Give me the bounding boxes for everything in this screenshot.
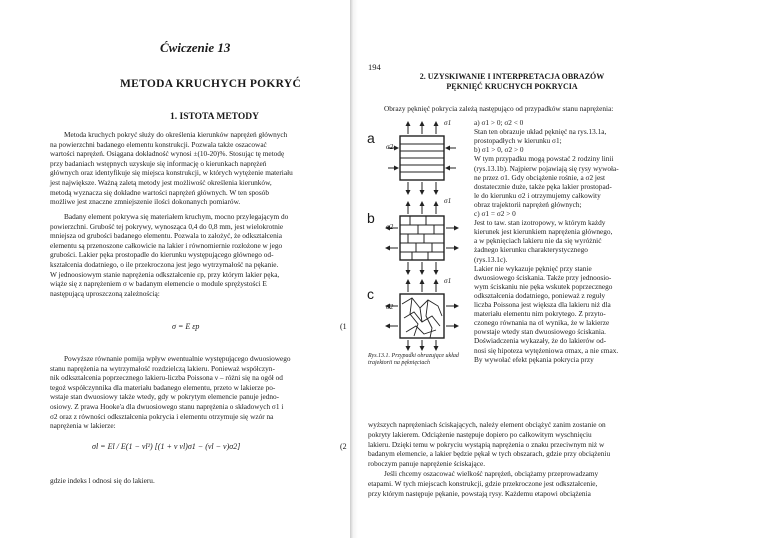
section-title-left: 1. ISTOTA METODY bbox=[170, 112, 259, 122]
text-line: Jest to taw. stan izotropowy, w którym każdy bbox=[474, 218, 606, 228]
text-line: kształcenia dodatniego, o ile przekroczona jest jego wytrzymałość na pękanie. bbox=[50, 260, 279, 269]
text-line: σ2 oraz z równości odkształcenia pokrycia i elementu otrzymuje się wzór na bbox=[50, 411, 274, 421]
text-line: lakieru. Dzięki temu w pokryciu wystąpią naprężenia o znaku przeciwnym niż w bbox=[368, 439, 605, 449]
figure-label-a: a bbox=[367, 130, 375, 146]
text-line: wstaje stan dwuosiowy także wtedy, gdy w pokrytym elemencie panuje jedno- bbox=[50, 392, 280, 402]
text-line: Stan ten obrazuje układ pęknięć na rys.13.1a, bbox=[474, 127, 607, 137]
text-line: powierzchni. Grubość tej pokrywy, wynosząca 0,4 do 0,8 mm, jest wielokrotnie bbox=[50, 221, 284, 231]
sigma2-label-a: σ2 bbox=[386, 142, 394, 151]
text-line: żadnego kierunku charakterystycznego bbox=[474, 245, 588, 255]
section-title-line1: 2. UZYSKIWANIE I INTERPRETACJA OBRAZÓW bbox=[419, 72, 605, 81]
text-line: liczba Poissona jest większa dla lakieru niż dla bbox=[474, 300, 611, 309]
figure-b bbox=[386, 202, 458, 274]
left-page bbox=[0, 0, 350, 538]
intro-text: Obrazy pęknięć pokrycia zależą następująco od przypadków stanu naprężenia: bbox=[384, 104, 614, 113]
text-line: elementu są przenoszone całkowicie na lakier i równomiernie rozłożone w jego bbox=[50, 240, 283, 250]
text-line: mniejsza od grubości badanego elementu. Pozwala to założyć, że odkształcenia bbox=[50, 231, 282, 241]
equation-number-1: (1 bbox=[340, 322, 347, 331]
text-line: przy którym następuje pękanie, powstają rysy. Każdemu etapowi obciążenia bbox=[368, 488, 591, 498]
text-line: nik odkształcenia poprzecznego lakieru-liczba Poissona ν – różni się na ogół od bbox=[50, 373, 283, 383]
text-line: przy badaniach wstępnych uzyskuje się informację o kierunkach naprężeń bbox=[50, 158, 267, 168]
sigma1-label-a: σ1 bbox=[444, 118, 452, 127]
sigma2-label-b: σ2 bbox=[386, 222, 394, 231]
page-number: 194 bbox=[368, 62, 381, 72]
text-line: dwuosiowego ściskania. Także przy jednoosio- bbox=[474, 272, 612, 282]
text-line: b) σ1 > 0, σ2 > 0 bbox=[474, 145, 524, 155]
text-line: Metoda kruchych pokryć służy do określenia kierunków naprężeń głównych bbox=[64, 130, 288, 139]
text-line: Badany element pokrywa się materiałem kruchym, mocno przylegającym do bbox=[64, 212, 289, 221]
sigma2-label-c: σ2 bbox=[386, 302, 394, 311]
text-line: grubości. Lakier pęka prostopadle do kierunku występującego głównego od- bbox=[50, 250, 274, 260]
figure-label-c: c bbox=[367, 286, 374, 302]
text-line: ne przez σ1. Gdy obciążenie rośnie, a σ2 jest bbox=[474, 172, 606, 182]
text-line: pokryty lakierem. Odciążenie następuje dopiero po całkowitym wyschnięciu bbox=[368, 429, 592, 439]
figure-label-b: b bbox=[367, 210, 375, 226]
text-line: naprężenia w lakierze: bbox=[50, 421, 116, 431]
text-line: powstaje wtedy stan dwuosiowego ściskania. bbox=[474, 327, 606, 337]
section-title-line2: PĘKNIĘĆ KRUCHYCH POKRYCIA bbox=[446, 82, 578, 91]
text-line: (rys.13.1c). bbox=[474, 254, 508, 264]
text-line: głównych oraz identyfikuje się miejsca konstrukcji, w których wytężenie materiału bbox=[50, 168, 293, 178]
text-line: prostopadłych w kierunku σ1; bbox=[474, 136, 562, 146]
text-line: osiowy. Z prawa Hooke'a dla dwuosiowego stanu naprężenia o składowych σ1 i bbox=[50, 402, 284, 411]
text-line: na powierzchni badanego elementu konstrukcji. Pozwala także oszacować bbox=[50, 139, 267, 149]
book-gutter bbox=[350, 0, 358, 538]
text-line: obraz trajektorii naprężeń głównych; bbox=[474, 199, 582, 209]
text-line: Powyższe równanie pomija wpływ ewentualnie występującego dwuosiowego bbox=[64, 354, 291, 363]
equation-number-2: (2 bbox=[340, 442, 347, 451]
sigma1-label-b: σ1 bbox=[444, 196, 452, 205]
sigma1-label-c: σ1 bbox=[444, 276, 452, 285]
text-line: możliwe jest znaczne zmniejszenie ilości dokonanych pomiarów. bbox=[50, 197, 241, 207]
text-line: metodą wyznacza się dokładne wartości naprężeń głównych. W ten sposób bbox=[50, 187, 269, 197]
text-line: Jeśli chcemy oszacować wielkość naprężeń, obciążamy przeprowadzamy bbox=[384, 469, 599, 478]
text-line: etapami. W tych miejscach konstrukcji, gdzie przekroczone jest odkształcenie, bbox=[368, 478, 598, 488]
figure-a bbox=[388, 122, 456, 194]
text-line: czonego równania na σl wynika, że w lakierze bbox=[474, 318, 610, 328]
exercise-title: Ćwiczenie 13 bbox=[160, 40, 231, 55]
text-line: jest największe. Ważną zaletą metody jest możliwość określenia kierunków, bbox=[50, 178, 272, 187]
text-line: c) σ1 = σ2 > 0 bbox=[474, 209, 516, 218]
footer-line: gdzie indeks l odnosi się do lakieru. bbox=[50, 476, 155, 485]
crack-figure bbox=[362, 118, 474, 352]
text-line: Lakier nie wykazuje pęknięć przy stanie bbox=[474, 263, 592, 273]
text-line: stanu naprężenia na wytrzymałość rozdzielczą lakieru. Ponieważ współczyn- bbox=[50, 363, 275, 373]
text-line: (rys.13.1b). Najpierw pojawiają się rysy wywoła- bbox=[474, 163, 619, 173]
text-line: kierunek jest kierunkiem naprężenia głównego, bbox=[474, 227, 613, 237]
formula-1: σ = E εp bbox=[172, 322, 200, 331]
text-line: wym ściskaniu nie pęka wskutek poprzecznego bbox=[474, 281, 613, 291]
text-line: odkształcenia dodatniego, ponieważ z reguły bbox=[474, 290, 606, 300]
text-line: dostatecznie duże, także pęka lakier prostopad- bbox=[474, 181, 612, 191]
text-line: tegoż współczynnika dla materiału badanego elementu, przeto w lakierze po- bbox=[50, 382, 276, 392]
text-line: roboczym panuje naprężenie ściskające. bbox=[368, 459, 486, 469]
text-line: Doświadczenia wykazały, że do lakierów od- bbox=[474, 336, 607, 346]
text-line: By wywołać efekt pękania pokrycia przy bbox=[474, 354, 594, 364]
text-line: W jednoosiowym stanie naprężenia odkształcenie εp, przy którym lakier pęka, bbox=[50, 269, 280, 279]
text-line: wiąże się z naprężeniem σ w badanym elemencie o module sprężystości E bbox=[50, 279, 267, 289]
text-line: następującą uproszczoną zależnością: bbox=[50, 288, 160, 298]
text-line: materiału elementu nim pokrytego. Z przyto- bbox=[474, 309, 606, 319]
text-line: a w pęknięciach lakieru nie da się wyróżnić bbox=[474, 236, 602, 246]
text-line: W tym przypadku mogą powstać 2 rodziny linii bbox=[474, 154, 614, 164]
text-line: wartości naprężeń. Osiągana dokładność wynosi ±(10-20)%. Stosując tę metodę bbox=[50, 149, 285, 159]
text-line: badanym elemencie, a lakier będzie pękał w tych obszarach, gdzie przy obciążeniu bbox=[368, 449, 611, 459]
section-title-right bbox=[412, 72, 612, 92]
text-line: le do kierunku σ2 i otrzymujemy całkowity bbox=[474, 190, 601, 200]
formula-2: σl = El / E(1 − νl²) [(1 + ν νl)σ1 − (νl − ν)σ2] bbox=[92, 442, 241, 451]
figure-caption: Rys.13.1. Przypadki obrazujące układ trajektorii na pęknięciach bbox=[368, 353, 459, 366]
figure-c bbox=[386, 280, 458, 350]
text-line: nosi się hipoteza wytężeniowa σmax, a nie εmax. bbox=[474, 345, 619, 355]
method-title: METODA KRUCHYCH POKRYĆ bbox=[120, 78, 302, 90]
text-line: wyższych naprężeniach ściskających, należy element obciążyć zanim zostanie on bbox=[368, 420, 606, 429]
text-line: a) σ1 > 0; σ2 < 0 bbox=[474, 118, 524, 127]
